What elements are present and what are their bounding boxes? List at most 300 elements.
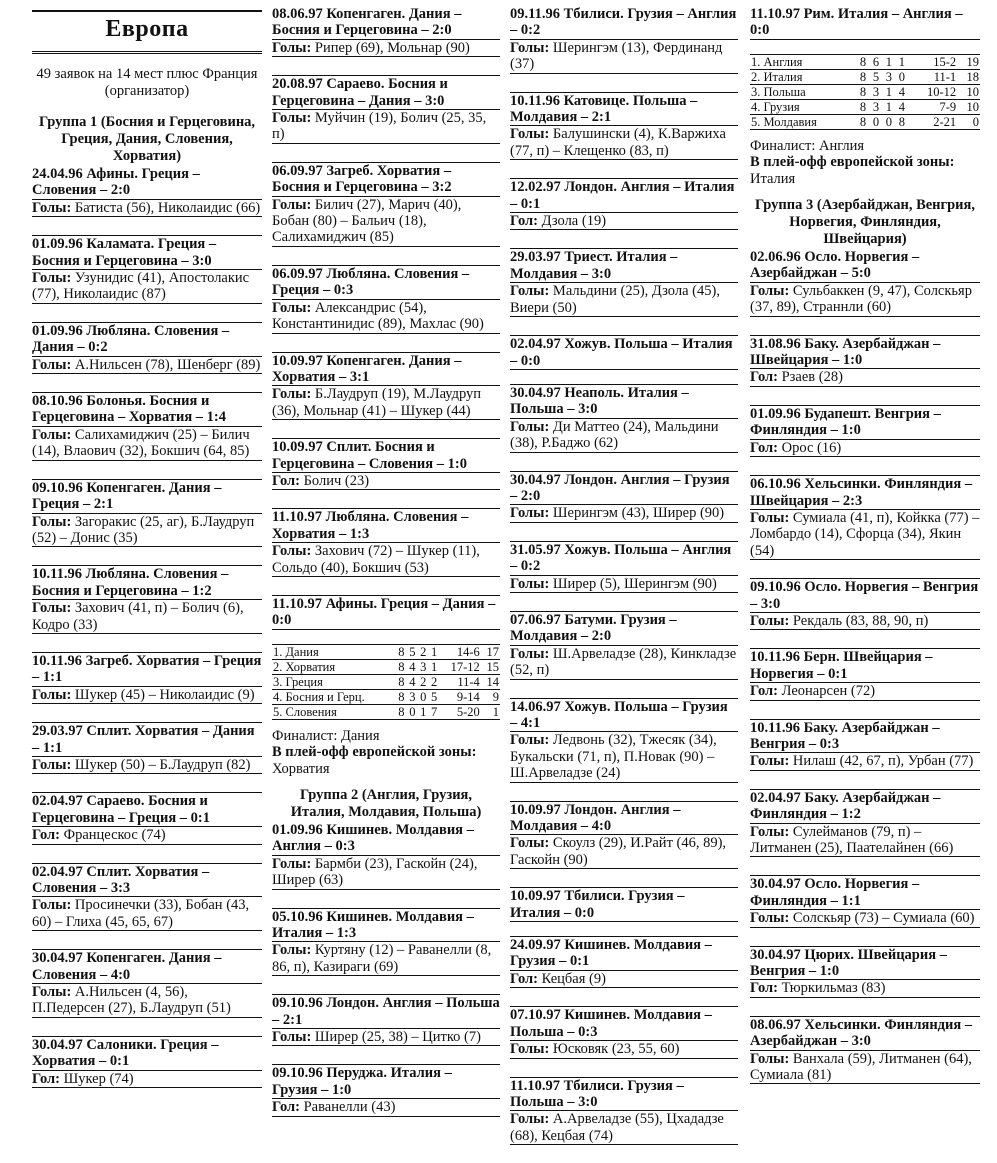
stat-cell: 4 [407,674,418,689]
match-block [510,611,738,680]
stat-cell: 11-1 [908,69,957,84]
match-goals [272,196,500,247]
goals-text: Загоракис (25, аг), Б.Лаудруп (52) – Донис (35) [32,513,255,546]
goals-text: Балушински (4), К.Варжиха (77, п) – Клещенко (83, п) [510,126,726,159]
stat-cell: 2 [418,644,429,659]
match-block [32,392,262,461]
goals-label: Голы: [32,356,72,373]
match-title: 01.09.96 Будапешт. Венгрия – Финляндия – 1:0 [750,405,980,439]
stat-cell: 7 [429,704,440,719]
goals-label: Голы: [750,823,790,840]
stat-cell: 1 [882,99,895,114]
match-goals [510,645,738,680]
match-goals [272,299,500,334]
stat-cell: 5 [429,689,440,704]
stat-cell: 0 [882,114,895,129]
goals-label: Голы: [510,39,550,56]
match-title: 31.05.97 Хожув. Польша – Англия – 0:2 [510,541,738,575]
stat-cell: 8 [857,54,870,69]
goals-text: Сумиала (41, п), Койкка (77) – Ломбардо (14), Сфорца (34), Якин (54) [750,509,980,559]
goals-text: Скоулз (29), И.Райт (46, 89), Гаскойн (90) [510,835,727,868]
match-block [510,384,738,453]
standings-row [750,69,980,84]
match-title: 09.10.96 Копенгаген. Дания – Греция – 2:1 [32,479,262,513]
match-goals [510,39,738,74]
stat-cell: 5-20 [440,704,481,719]
team-name: 4. Грузия [750,99,857,114]
match-block [32,479,262,548]
group-2-header: Группа 2 (Англия, Грузия, Италия, Молдавия, Польша) [290,787,482,820]
match-goals [32,426,262,461]
stat-cell: 1 [895,54,908,69]
match-goals [750,823,980,858]
match-goals [32,756,262,774]
match-title: 02.04.97 Сараево. Босния и Герцеговина – Греция – 0:1 [32,792,262,826]
goals-text: Раванелли (43) [303,1099,396,1116]
goals-label: Голы: [750,910,790,927]
goals-text: Сулейманов (79, п) – Литманен (25), Паателайнен (66) [750,823,954,856]
match-title: 11.10.97 Рим. Италия – Англия – 0:0 [750,6,980,40]
match-goals [32,1070,262,1088]
stat-cell: 8 [396,674,407,689]
stat-cell: 5 [869,69,882,84]
match-goals [750,509,980,560]
match-block [510,178,738,230]
match-block [272,6,500,57]
standings-row [272,659,500,674]
match-block [32,322,262,374]
stat-cell: 10 [957,84,980,99]
goals-text: Захович (41, п) – Болич (6), Кодро (33) [32,600,244,633]
match-goals [272,855,500,890]
group-1-matches-a [32,166,262,1088]
group-2-summary: Финалист: Англия В плей-офф европейской зоны: Италия [750,138,980,187]
goals-text: Шукер (50) – Б.Лаудруп (82) [74,756,251,773]
group-2-matches-c [750,6,980,40]
stat-cell: 14-6 [440,644,481,659]
goals-label: Голы: [32,199,72,216]
match-title: 29.03.97 Триест. Италия – Молдавия – 3:0 [510,248,738,282]
match-block [750,1016,980,1085]
goals-label: Голы: [272,39,312,56]
goals-label: Гол: [750,683,778,700]
stat-cell: 18 [957,69,980,84]
match-block [750,875,980,927]
stat-cell: 1 [882,54,895,69]
goals-label: Голы: [272,110,312,127]
goals-label: Голы: [510,126,550,143]
goals-text: Ширер (25, 38) – Цитко (7) [314,1029,481,1046]
match-title: 10.09.97 Лондон. Англия – Молдавия – 4:0 [510,801,738,835]
goals-text: А.Арвеладзе (55), Цхададзе (68), Кецбая (74) [510,1111,724,1144]
match-goals [750,752,980,770]
group-3-header: Группа 3 (Азербайджан, Венгрия, Норвегия, Финляндия, Швейцария) [754,197,975,248]
goals-label: Гол: [32,1070,60,1087]
match-goals [272,1098,500,1116]
playoff-label: В плей-офф европейской зоны: [750,154,955,171]
match-goals [510,1040,738,1058]
match-block [32,652,262,704]
match-goals [750,439,980,457]
match-block [272,822,500,890]
match-block [750,335,980,387]
match-goals [272,1028,500,1046]
match-block [510,541,738,593]
goals-text: Куртяну (12) – Раванелли (8, 86, п), Казираги (69) [272,942,492,975]
goals-text: Кецбая (9) [541,970,606,987]
stat-cell: 8 [895,114,908,129]
goals-label: Голы: [32,513,72,530]
group-3-matches [750,249,980,1084]
stat-cell: 0 [895,69,908,84]
goals-text: Рзаев (28) [781,369,843,386]
match-title: 10.11.96 Загреб. Хорватия – Греция – 1:1 [32,652,262,686]
match-block [750,6,980,40]
goals-label: Гол: [750,369,778,386]
goals-label: Голы: [510,505,550,522]
match-block [272,75,500,144]
team-name: 3. Греция [272,674,396,689]
goals-text: Дзола (19) [541,213,607,230]
match-block [510,887,738,922]
match-goals [272,472,500,490]
match-title: 10.11.96 Берн. Швейцария – Норвегия – 0:1 [750,648,980,682]
goals-text: Юсковяк (23, 55, 60) [552,1041,680,1058]
group-1-matches-b [272,6,500,630]
goals-text: Нилаш (42, 67, п), Урбан (77) [792,753,974,770]
match-block [510,801,738,870]
stat-cell: 19 [957,54,980,69]
match-title: 10.11.96 Катовице. Польша – Молдавия – 2:1 [510,92,738,126]
match-title: 06.09.97 Загреб. Хорватия – Босния и Герцеговина – 3:2 [272,162,500,196]
team-name: 2. Хорватия [272,659,396,674]
match-title: 11.10.97 Афины. Греция – Дания – 0:0 [272,595,500,630]
match-title: 02.04.97 Баку. Азербайджан – Финляндия – 1:2 [750,789,980,823]
goals-label: Голы: [750,753,790,770]
goals-label: Голы: [272,196,312,213]
group-2-matches-a [272,822,500,1117]
match-block [750,405,980,457]
match-title: 02.06.96 Осло. Норвегия – Азербайджан – 5:0 [750,249,920,282]
stat-cell: 10-12 [908,84,957,99]
goals-text: Шерингэм (43), Ширер (90) [552,505,725,522]
match-title: 08.10.96 Болонья. Босния и Герцеговина – Хорватия – 1:4 [32,392,262,426]
match-block [32,565,262,634]
stat-cell: 3 [407,689,418,704]
goals-text: А.Нильсен (78), Шенберг (89) [74,356,261,373]
stat-cell: 0 [418,689,429,704]
goals-text: Александрис (54), Константинидис (89), Махлас (90) [272,299,484,333]
match-title: 24.09.97 Кишинев. Молдавия – Грузия – 0:1 [510,936,738,970]
goals-text: Билич (27), Марич (40), Бобан (80) – Бальич (18), Салихамиджич (85) [272,196,462,246]
match-block [32,166,262,217]
match-goals [750,909,980,927]
column-4 [750,6,980,1102]
match-block [272,994,500,1046]
stat-cell: 5 [407,644,418,659]
match-block [32,949,262,1018]
finalist-label: Финалист [272,727,334,744]
match-goals [272,39,500,57]
playoff-value: Хорватия [272,760,330,777]
match-title: 30.04.97 Лондон. Англия – Грузия – 2:0 [510,471,738,505]
match-goals [32,826,262,844]
match-title: 10.11.96 Любляна. Словения – Босния и Герцеговина – 1:2 [32,565,262,599]
goals-text: Сульбаккен (9, 47), Солскьяр (37, 89), Страннли (60) [750,282,972,316]
goals-text: Узунидис (41), Апостолакис (77), Николаидис (87) [32,270,250,303]
stat-cell: 4 [895,84,908,99]
stat-cell: 8 [857,99,870,114]
goals-label: Голы: [510,575,550,592]
match-block [510,471,738,523]
standings-row [750,54,980,69]
goals-label: Гол: [510,213,538,230]
playoff-value: Италия [750,170,796,187]
goals-label: Голы: [272,299,312,316]
stat-cell: 1 [418,704,429,719]
team-name: 1. Дания [272,644,396,659]
goals-label: Голы: [32,686,72,703]
column-1 [32,6,262,1106]
match-title: 09.11.96 Тбилиси. Грузия – Англия – 0:2 [510,6,737,39]
match-title: 01.09.96 Любляна. Словения – Дания – 0:2 [32,322,262,356]
stat-cell: 10 [957,99,980,114]
stat-cell: 0 [407,704,418,719]
stat-cell: 1 [429,644,440,659]
match-title: 08.06.97 Хельсинки. Финляндия – Азербайджан – 3:0 [750,1016,980,1050]
team-name: 5. Молдавия [750,114,857,129]
match-title: 30.04.97 Салоники. Греция – Хорватия – 0:1 [32,1036,262,1070]
match-goals [510,282,738,317]
goals-label: Голы: [272,942,312,959]
stat-cell: 11-4 [440,674,481,689]
match-block [750,249,980,317]
match-title: 30.04.97 Цюрих. Швейцария – Венгрия – 1:0 [750,946,980,980]
column-2 [272,6,500,1135]
match-block [510,1006,738,1058]
stat-cell: 8 [396,644,407,659]
match-title: 09.10.96 Перуджа. Италия – Грузия – 1:0 [272,1064,500,1098]
match-block [750,946,980,998]
match-title: 09.10.96 Осло. Норвегия – Венгрия – 3:0 [750,579,979,612]
match-goals [272,941,500,976]
goals-text: Салихамиджич (25) – Билич (14), Влаович (32), Бокшич (64, 85) [32,426,250,460]
stat-cell: 1 [882,84,895,99]
finalist-value: Англия [818,137,865,154]
match-block [510,936,738,988]
goals-label: Голы: [32,756,72,773]
group-2-matches-b [510,6,738,1145]
goals-label: Голы: [750,282,790,299]
match-title: 30.04.97 Осло. Норвегия – Финляндия – 1:1 [750,875,980,909]
match-goals [32,896,262,931]
stat-cell: 8 [857,69,870,84]
match-block [510,6,738,74]
stat-cell: 0 [869,114,882,129]
group-1-header: Группа 1 (Босния и Герцеговина, Греция, Дания, Словения, Хорватия) [38,114,256,164]
stat-cell: 8 [396,704,407,719]
stat-cell: 15-2 [908,54,957,69]
standings-row [272,674,500,689]
match-block [510,1077,738,1146]
match-title: 08.06.97 Копенгаген. Дания – Босния и Герцеговина – 2:0 [272,6,462,39]
goals-text: Шукер (74) [63,1070,134,1087]
match-goals [510,970,738,988]
match-block [32,235,262,304]
match-goals [272,109,500,144]
match-goals [750,282,980,317]
stat-cell: 3 [869,99,882,114]
goals-label: Гол: [510,970,538,987]
match-goals [510,418,738,453]
match-block [32,1036,262,1088]
goals-label: Голы: [272,386,312,403]
goals-label: Голы: [272,543,312,560]
match-title: 24.04.96 Афины. Греция – Словения – 2:0 [32,166,200,199]
stat-cell: 17-12 [440,659,481,674]
goals-label: Гол: [750,439,778,456]
finalist-value: Дания [340,727,380,744]
stat-cell: 3 [882,69,895,84]
match-title: 01.09.96 Каламата. Греция – Босния и Герцеговина – 3:0 [32,235,262,269]
match-title: 10.09.97 Копенгаген. Дания – Хорватия – 3:1 [272,352,500,386]
goals-text: Ш.Арвеладзе (28), Кинкладзе (52, п) [510,645,737,679]
team-name: 3. Польша [750,84,857,99]
match-goals [510,834,738,869]
goals-text: Ледвонь (32), Тжесяк (34), Букальски (71, п), П.Новак (90) – Ш.Арвеладзе (24) [510,732,717,782]
goals-text: Болич (23) [303,472,370,489]
match-block [272,908,500,977]
goals-text: Просинечки (33), Бобан (43, 60) – Глиха (45, 65, 67) [32,897,250,930]
match-goals [32,983,262,1018]
stat-cell: 7-9 [908,99,957,114]
goals-label: Голы: [32,600,72,617]
goals-label: Голы: [510,835,550,852]
group-1-summary: Финалист: Дания В плей-офф европейской зоны: Хорватия [272,728,500,777]
goals-label: Голы: [32,984,72,1001]
stat-cell: 2 [418,674,429,689]
goals-label: Голы: [510,1041,550,1058]
goals-label: Голы: [32,897,72,914]
match-block [750,648,980,700]
stat-cell: 14 [481,674,500,689]
match-title: 31.08.96 Баку. Азербайджан – Швейцария – 1:0 [750,335,980,369]
match-title: 14.06.97 Хожув. Польша – Грузия – 4:1 [510,698,738,732]
match-block [32,722,262,774]
goals-text: Ванхала (59), Литманен (64), Сумиала (81) [750,1050,972,1084]
match-block [272,352,500,421]
stat-cell: 8 [857,84,870,99]
stat-cell: 4 [407,659,418,674]
match-block [272,1064,500,1116]
standings-row [750,99,980,114]
match-block [272,595,500,630]
stat-cell: 3 [869,84,882,99]
goals-label: Голы: [510,645,550,662]
goals-text: Францескос (74) [63,827,166,844]
match-title: 06.10.96 Хельсинки. Финляндия – Швейцария – 2:3 [750,475,980,509]
goals-label: Голы: [750,1050,790,1067]
stat-cell: 1 [481,704,500,719]
playoff-label: В плей-офф европейской зоны: [272,744,477,761]
stat-cell: 9-14 [440,689,481,704]
match-goals [510,575,738,593]
match-title: 20.08.97 Сараево. Босния и Герцеговина – Дания – 3:0 [272,75,500,109]
match-goals [32,269,262,304]
match-block [32,792,262,844]
team-name: 4. Босния и Герц. [272,689,396,704]
standings-row [750,84,980,99]
match-title: 02.04.97 Сплит. Хорватия – Словения – 3:3 [32,863,262,897]
match-block [750,719,980,771]
stat-cell: 8 [396,689,407,704]
match-goals [750,368,980,386]
match-goals [510,504,738,522]
match-title: 30.04.97 Неаполь. Италия – Польша – 3:0 [510,384,738,418]
match-goals [750,612,980,630]
match-block [510,335,738,370]
match-title: 01.09.96 Кишинев. Молдавия – Англия – 0:3 [272,822,474,855]
match-goals [272,385,500,420]
team-name: 2. Италия [750,69,857,84]
match-goals [510,212,738,230]
finalist-label: Финалист [750,137,812,154]
stat-cell: 2 [429,674,440,689]
match-block [272,438,500,490]
stat-cell: 3 [418,659,429,674]
match-title: 02.04.97 Хожув. Польша – Италия – 0:0 [510,335,738,370]
goals-text: Б.Лаудруп (19), М.Лаудруп (36), Мольнар (41) – Шукер (44) [272,386,482,419]
goals-label: Голы: [272,855,312,872]
match-block [750,789,980,858]
goals-label: Гол: [32,827,60,844]
match-title: 11.10.97 Любляна. Словения – Хорватия – 1:3 [272,508,500,542]
match-goals [510,731,738,782]
match-block [510,248,738,317]
goals-text: Рекдаль (83, 88, 90, п) [792,612,929,629]
stat-cell: 8 [857,114,870,129]
standings-row [750,114,980,129]
match-goals [32,599,262,634]
match-goals [32,199,262,217]
match-block [272,162,500,247]
stat-cell: 4 [895,99,908,114]
goals-text: Муйчин (19), Болич (25, 35, п) [272,110,487,143]
goals-text: Захович (72) – Шукер (11), Сольдо (40), Бокшич (53) [272,543,480,576]
team-name: 1. Англия [750,54,857,69]
match-goals [32,686,262,704]
stat-cell: 1 [429,659,440,674]
standings-row [272,644,500,659]
stat-cell: 6 [869,54,882,69]
goals-label: Голы: [510,1111,550,1128]
goals-label: Голы: [750,509,790,526]
standings-row [272,704,500,719]
standings-row [272,689,500,704]
goals-label: Голы: [510,283,550,300]
match-title: 10.09.97 Сплит. Босния и Герцеговина – Словения – 1:0 [272,438,500,472]
goals-label: Гол: [272,1099,300,1116]
match-block [750,475,980,560]
match-block [510,92,738,161]
goals-text: Орос (16) [781,439,842,456]
goals-text: Ширер (5), Шерингэм (90) [552,575,717,592]
stat-cell: 0 [957,114,980,129]
goals-label: Голы: [510,418,550,435]
match-block [750,578,980,630]
goals-label: Голы: [510,732,550,749]
match-title: 29.03.97 Сплит. Хорватия – Дания – 1:1 [32,722,262,756]
